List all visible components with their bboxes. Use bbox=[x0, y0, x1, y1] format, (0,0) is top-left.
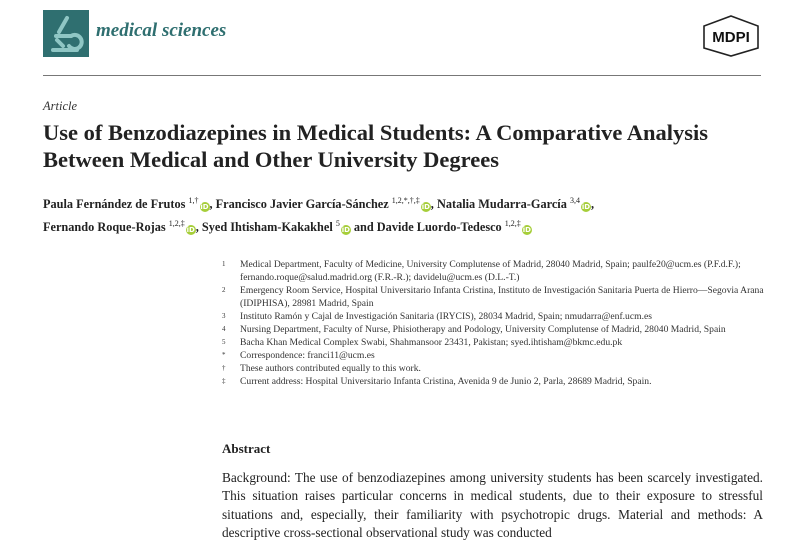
header-divider bbox=[43, 75, 761, 76]
abstract-text: Background: The use of benzodiazepines among university students has been scarcely investigated. This situation raises particular concerns in medical students, due to their exposure to stressful situations and, especially, their familiarity with psychotropic drugs. Material and methods: A descriptive cross-sectional observational study was conducted bbox=[222, 470, 763, 540]
affiliation: 5 Bacha Khan Medical Complex Swabi, Shahmansoor 23431, Pakistan; syed.ihtisham@bkmc.edu.pk bbox=[222, 337, 623, 348]
article-type: Article bbox=[43, 99, 78, 113]
orcid-icon[interactable]: iD bbox=[200, 203, 209, 211]
orcid-icon[interactable]: iD bbox=[186, 226, 195, 234]
author[interactable]: Natalia Mudarra-García $^{3,4}$iD bbox=[436, 196, 591, 211]
equal-contribution-note: † These authors contributed equally to this work. bbox=[222, 363, 421, 374]
author-list: Paula Fernández de Frutos $^{1,\dagger}$iD, Francisco Javier García-Sánchez $^{1,2,*,\dagger,\ddagger}$iD, Natalia Mudarra-García $^{3,4}$iD, Fernando Roque-Rojas $^{1,2,\ddagger}$iD, Syed Ihtisham-Kakakhel $^5$iD and Davide Luordo-Tedesco $^{1,2,\ddagger}$iD bbox=[43, 196, 595, 234]
orcid-icon[interactable]: iD bbox=[581, 203, 591, 211]
author[interactable]: Fernando Roque-Rojas $^{1,2,\ddagger}$iD bbox=[43, 219, 195, 234]
author[interactable]: Syed Ihtisham-Kakakhel $^5$iD bbox=[201, 219, 350, 234]
affiliations bbox=[222, 258, 767, 388]
journal-logo bbox=[43, 10, 89, 57]
author[interactable]: Davide Luordo-Tedesco $^{1,2,\ddagger}$iD bbox=[376, 219, 531, 234]
affiliation: 4 Nursing Department, Faculty of Nurse, Phisiotherapy and Podology, University Complutense of Madrid, 28040 Madrid, Spain bbox=[222, 324, 726, 335]
correspondence: * Correspondence: franci11@ucm.es bbox=[222, 350, 375, 361]
author[interactable]: Paula Fernández de Frutos $^{1,\dagger}$iD bbox=[43, 196, 209, 211]
orcid-icon[interactable]: iD bbox=[522, 226, 531, 234]
mdpi-logo-text: MDPI bbox=[712, 29, 750, 46]
paper-title: Use of Benzodiazepines in Medical Students: A Comparative Analysis Between Medical and Other University Degrees bbox=[43, 120, 709, 172]
affiliation: 2 Emergency Room Service, Hospital Universitario Infanta Cristina, Instituto de Investigación Sanitaria Puerta de Hierro—Segovia Arana (IDIPHISA), 28981 Madrid, Spain bbox=[222, 285, 764, 309]
author[interactable]: Francisco Javier García-Sánchez $^{1,2,*,\dagger,\ddagger}$iD bbox=[215, 196, 430, 211]
journal-name: medical sciences bbox=[96, 20, 227, 41]
orcid-icon[interactable]: iD bbox=[421, 203, 430, 211]
orcid-icon[interactable]: iD bbox=[341, 226, 350, 234]
abstract-heading: Abstract bbox=[222, 441, 271, 456]
microscope-icon bbox=[43, 10, 89, 57]
mdpi-logo bbox=[700, 14, 762, 58]
current-address-note: ‡ Current address: Hospital Universitario Infanta Cristina, Avenida 9 de Junio 2, Parla, 28689 Madrid, Spain. bbox=[222, 376, 652, 387]
affiliation: 1 Medical Department, Faculty of Medicine, University Complutense of Madrid, 28040 Madrid, Spain; paulfe20@ucm.es (P.F.d.F.); fernando.roque@salud.madrid.org (F.R.-R.); davidelu@ucm.es (D.L.-T.) bbox=[222, 259, 741, 283]
and-word: and bbox=[353, 220, 374, 234]
affiliation: 3 Instituto Ramón y Cajal de Investigación Sanitaria (IRYCIS), 28034 Madrid, Spain; nmudarra@enf.ucm.es bbox=[222, 311, 652, 322]
